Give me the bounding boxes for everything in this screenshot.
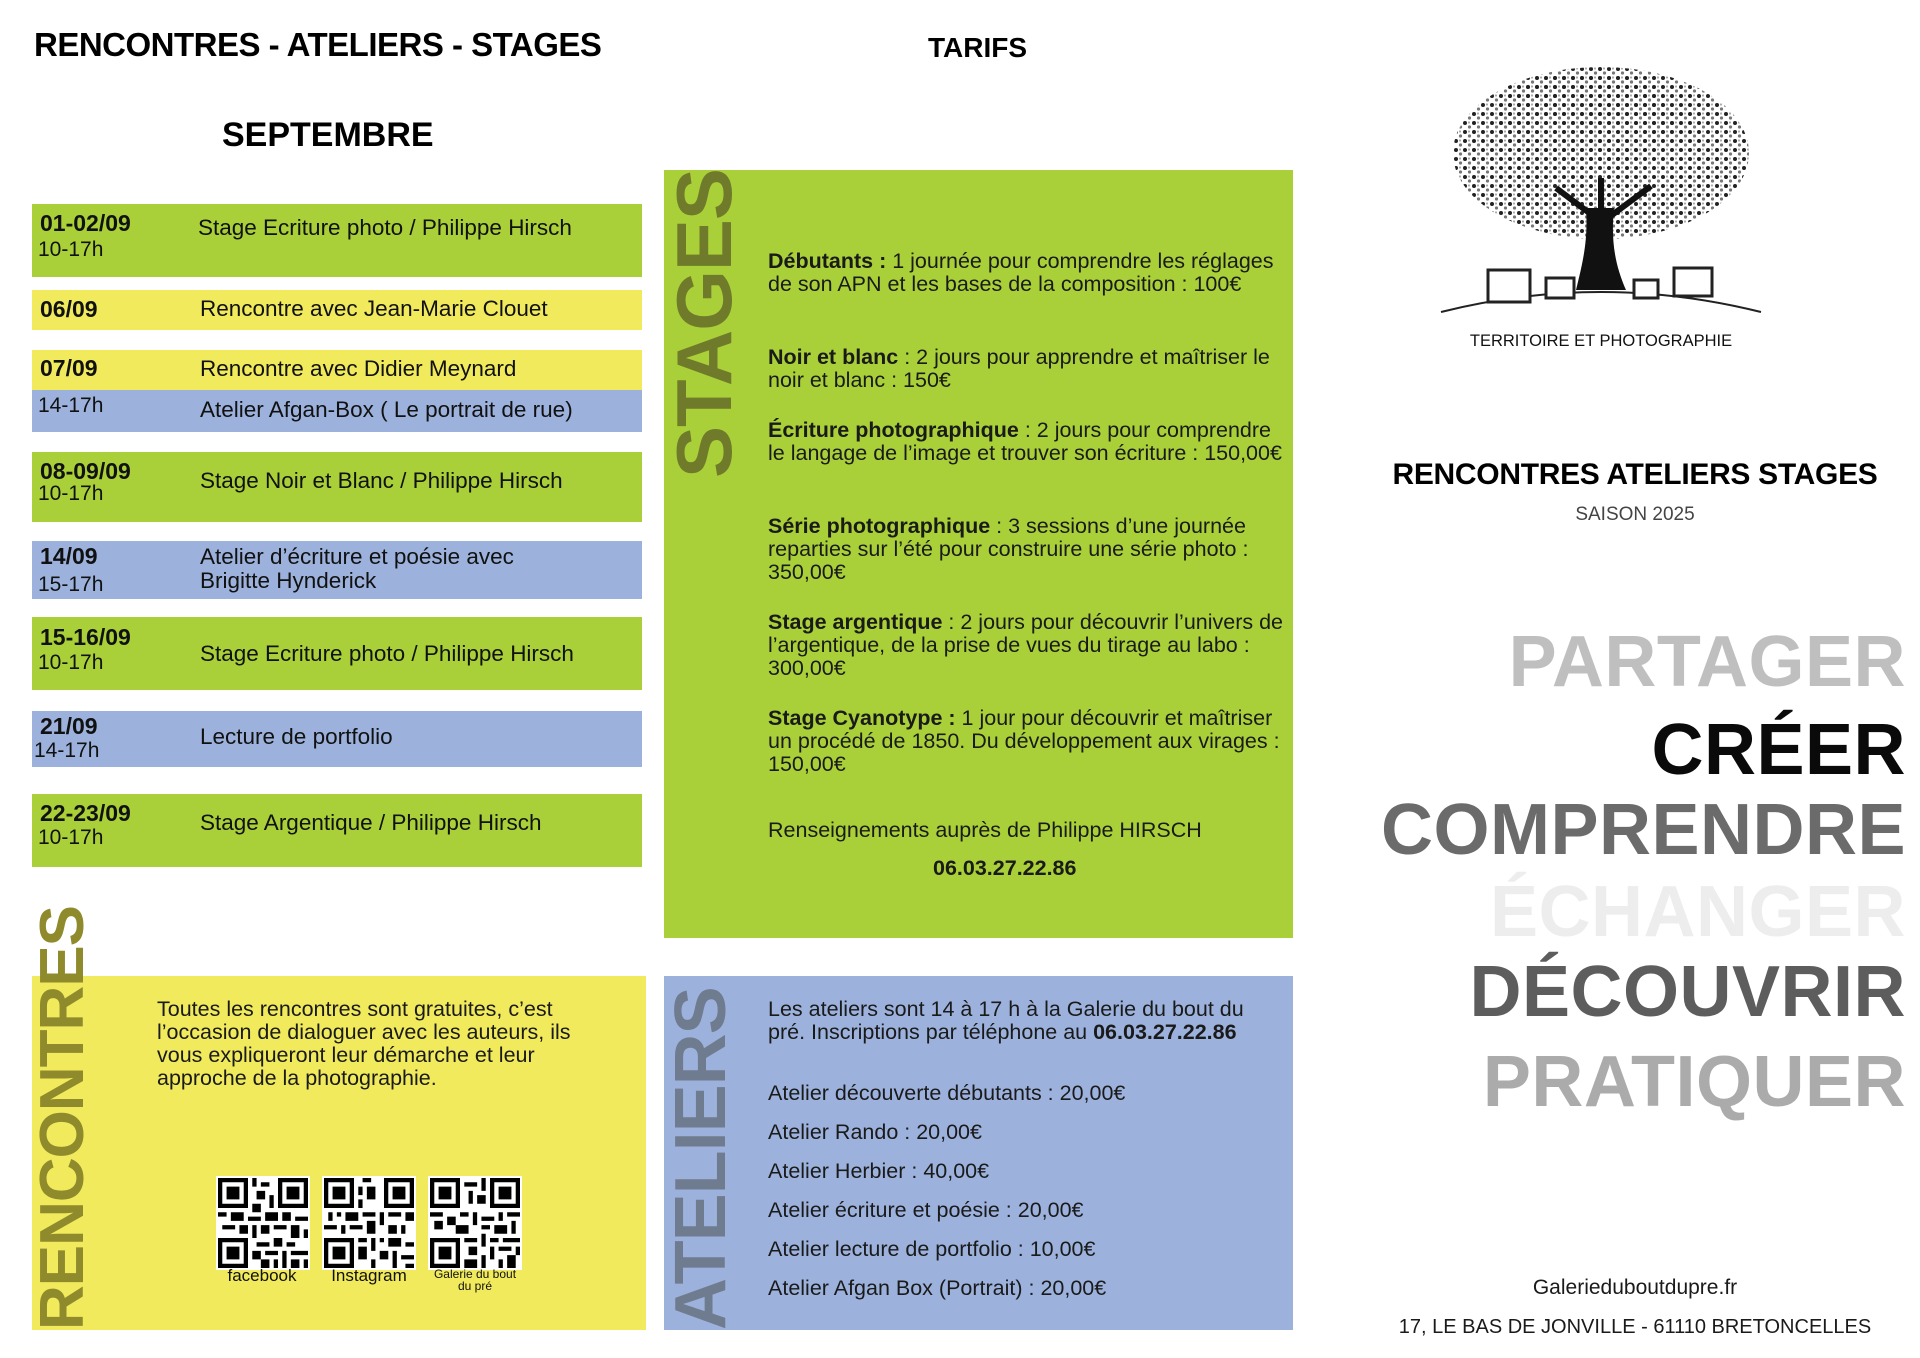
schedule-row: [32, 794, 642, 867]
schedule-row: [32, 390, 642, 432]
stage-item: [768, 707, 1288, 776]
row-time: 14-17h: [38, 394, 104, 417]
main-title: RENCONTRES - ATELIERS - STAGES: [34, 26, 602, 63]
brand-headline: RENCONTRES ATELIERS STAGES: [1392, 458, 1878, 491]
atelier-price: Atelier Rando : 20,00€: [768, 1120, 982, 1144]
row-event: Atelier Afgan-Box ( Le portrait de rue): [200, 397, 573, 422]
stage-item-name: Écriture photographique: [768, 418, 1019, 442]
stage-item: [768, 515, 1288, 584]
stage-item: [768, 250, 1288, 296]
row-time: 14-17h: [34, 739, 100, 762]
qr-code-icon: [324, 1178, 414, 1268]
word-creer: CRÉER: [1651, 710, 1906, 790]
atelier-price: Atelier écriture et poésie : 20,00€: [768, 1198, 1084, 1222]
schedule-row: [32, 204, 642, 277]
logo-caption: TERRITOIRE ET PHOTOGRAPHIE: [1469, 332, 1733, 350]
stage-item-name: Stage Cyanotype :: [768, 706, 956, 730]
qr-label-galerie: Galerie du bout du pré: [433, 1267, 517, 1293]
stage-item-name: Série photographique: [768, 514, 991, 538]
row-event: Lecture de portfolio: [200, 724, 393, 749]
row-date: 15-16/09: [40, 624, 131, 650]
stage-item-text: : 3 sessions d’une journée reparties sur l’été pour construire une série photo : 350,00€: [768, 514, 1249, 584]
ateliers-vertical-label: ATELIERS: [661, 987, 741, 1330]
ateliers-intro-text: Les ateliers sont 14 à 17 h à la Galerie du bout du pré. Inscriptions par téléphone au: [768, 997, 1244, 1044]
stage-item: [768, 419, 1288, 465]
word-pratiquer: PRATIQUER: [1482, 1042, 1906, 1122]
row-event-line2: Brigitte Hynderick: [200, 568, 377, 593]
row-time: 10-17h: [38, 651, 104, 674]
qr-code-galerie[interactable]: [428, 1176, 522, 1270]
word-partager: PARTAGER: [1508, 622, 1906, 702]
row-event: Atelier d’écriture et poésie avec: [200, 544, 514, 569]
qr-code-icon: [430, 1178, 520, 1268]
tarifs-title: TARIFS: [928, 32, 1028, 63]
word-echanger: ÉCHANGER: [1489, 872, 1906, 952]
row-date: 01-02/09: [40, 210, 131, 236]
row-event: Rencontre avec Jean-Marie Clouet: [200, 296, 548, 321]
qr-code-icon: [218, 1178, 308, 1268]
tree-logo: [1436, 58, 1766, 320]
qr-code-facebook[interactable]: [216, 1176, 310, 1270]
stage-item-text: 1 journée pour comprendre les réglages de son APN et les bases de la composition : 100€: [768, 249, 1274, 296]
stage-item-text: : 2 jours pour découvrir l’univers de l’argentique, de la prise de vues du tirage au labo : 300,00€: [768, 610, 1284, 680]
schedule-row: [32, 541, 642, 599]
ateliers-intro-phone: 06.03.27.22.86: [1093, 1020, 1237, 1044]
stage-item-text: : 2 jours pour comprendre le langage de l’image et trouver son écriture : 150,00€: [768, 418, 1282, 465]
row-event: Stage Argentique / Philippe Hirsch: [200, 810, 542, 835]
brand-season: SAISON 2025: [1575, 504, 1695, 525]
atelier-price: Atelier Afgan Box (Portrait) : 20,00€: [768, 1276, 1107, 1300]
stage-item: [768, 611, 1288, 680]
schedule-row: [32, 711, 642, 767]
row-time: 10-17h: [38, 826, 104, 849]
stages-phone: 06.03.27.22.86: [933, 856, 1077, 880]
stage-item-name: Débutants :: [768, 249, 887, 273]
row-event: Stage Noir et Blanc / Philippe Hirsch: [200, 468, 563, 493]
stage-item-name: Stage argentique: [768, 610, 943, 634]
atelier-price: Atelier lecture de portfolio : 10,00€: [768, 1237, 1096, 1261]
address: 17, LE BAS DE JONVILLE - 61110 BRETONCELLES: [1398, 1316, 1872, 1338]
schedule-row: [32, 290, 642, 330]
stages-contact: Renseignements auprès de Philippe HIRSCH: [768, 818, 1202, 842]
stage-item-name: Noir et blanc: [768, 345, 899, 369]
row-date: 14/09: [40, 543, 98, 569]
row-event: Stage Ecriture photo / Philippe Hirsch: [200, 641, 574, 666]
month-title: SEPTEMBRE: [222, 116, 434, 154]
rencontres-vertical-label: RENCONTRES: [28, 905, 97, 1330]
qr-label-facebook: facebook: [227, 1266, 297, 1285]
row-date: 22-23/09: [40, 800, 131, 826]
stage-item-text: : 2 jours pour apprendre et maîtriser le noir et blanc : 150€: [768, 345, 1270, 392]
row-date: 08-09/09: [40, 458, 131, 484]
row-event: Rencontre avec Didier Meynard: [200, 356, 517, 381]
schedule-row: [32, 350, 642, 390]
schedule-row: [32, 452, 642, 522]
website-link[interactable]: Galerieduboutdupre.fr: [1532, 1276, 1738, 1299]
qr-code-instagram[interactable]: [322, 1176, 416, 1270]
atelier-price: Atelier Herbier : 40,00€: [768, 1159, 990, 1183]
schedule-row: [32, 617, 642, 690]
row-time: 15-17h: [38, 573, 104, 596]
row-time: 10-17h: [38, 482, 104, 505]
atelier-price: Atelier découverte débutants : 20,00€: [768, 1081, 1126, 1105]
stage-item: [768, 346, 1288, 392]
row-date: 07/09: [40, 355, 98, 381]
row-event: Stage Ecriture photo / Philippe Hirsch: [198, 215, 572, 240]
stages-vertical-label: STAGES: [660, 169, 748, 478]
row-date: 21/09: [40, 713, 98, 739]
row-date: 06/09: [40, 296, 98, 322]
word-decouvrir: DÉCOUVRIR: [1469, 952, 1906, 1032]
rencontres-text: Toutes les rencontres sont gratuites, c’est l’occasion de dialoguer avec les auteurs, ils vous expliqueront leur démarche et leur approche de la photographie.: [157, 997, 571, 1090]
tree-logo-icon: [1436, 58, 1766, 320]
qr-label-instagram: Instagram: [331, 1266, 407, 1285]
ateliers-intro: [768, 998, 1258, 1044]
row-time: 10-17h: [38, 238, 104, 261]
word-comprendre: COMPRENDRE: [1380, 790, 1906, 870]
stage-item-text: 1 jour pour découvrir et maîtriser un procédé de 1850. Du développement aux virages : 150,00€: [768, 706, 1280, 776]
